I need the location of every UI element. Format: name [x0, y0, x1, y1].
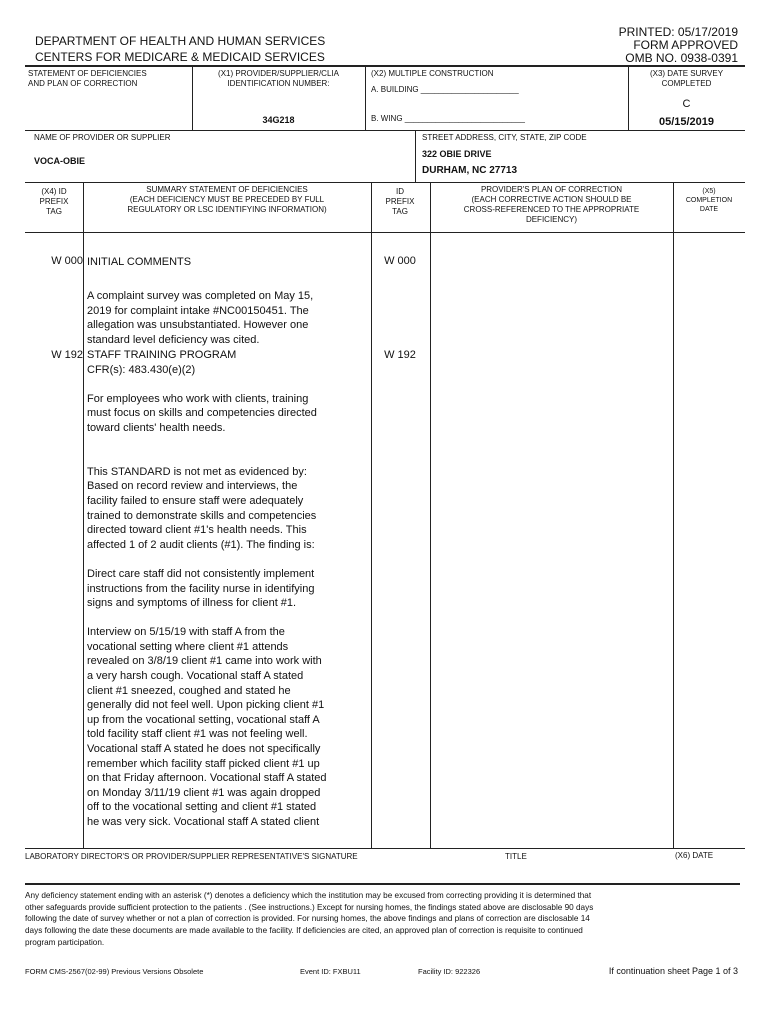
form-approved: FORM APPROVED: [633, 38, 738, 52]
text-line: a very harsh cough. Vocational staff A stated: [87, 670, 304, 683]
rule: [25, 65, 745, 67]
summary-label-2: (EACH DEFICIENCY MUST BE PRECEDED BY FULL: [129, 195, 325, 204]
text-line: A complaint survey was completed on May 15,: [87, 290, 314, 302]
provider-name: VOCA-OBIE: [34, 156, 86, 166]
form-id: FORM CMS-2567(02-99) Previous Versions Obsolete: [25, 967, 204, 976]
rule: [25, 848, 745, 849]
plan-label-3: CROSS-REFERENCED TO THE APPROPRIATE: [463, 205, 640, 214]
provider-name-label: NAME OF PROVIDER OR SUPPLIER: [34, 133, 171, 142]
x3-label-1: (X3) DATE SURVEY: [649, 69, 724, 78]
building-label: A. BUILDING ______________________: [371, 85, 519, 94]
paragraph-2: [87, 465, 369, 553]
rule: [25, 130, 745, 131]
x5-label-1: (X5): [702, 188, 716, 195]
w192-title: STAFF TRAINING PROGRAM: [87, 349, 237, 361]
x2-label: (X2) MULTIPLE CONSTRUCTION: [371, 69, 494, 78]
id-label-1: ID: [396, 187, 404, 196]
text-line: instructions from the facility nurse in identifying: [87, 582, 315, 595]
text-line: directed toward client #1's health needs. This: [87, 524, 307, 537]
text-line: other safeguards provide sufficient protection to the patients . (See instructions.) Except for nursing homes, the findings stated above are disclosable 90 days: [25, 902, 594, 912]
x4-label-1: (X4) ID: [41, 187, 67, 196]
text-line: on that Friday afternoon. Vocational staff A stated: [87, 772, 327, 785]
text-line: trained to demonstrate skills and competencies: [87, 509, 317, 522]
x4-label-3: TAG: [46, 207, 62, 216]
text-line: facility failed to ensure staff were adequately: [87, 494, 304, 507]
x5-label-2: COMPLETION: [685, 197, 733, 204]
id-label-3: TAG: [392, 207, 408, 216]
statement-label-1: STATEMENT OF DEFICIENCIES: [28, 69, 147, 78]
printed-date: PRINTED: 05/17/2019: [618, 25, 738, 39]
x1-label-1: (X1) PROVIDER/SUPPLIER/CLIA: [218, 69, 339, 78]
x6-date-label: (X6) DATE: [675, 851, 714, 860]
text-line: Interview on 5/15/19 with staff A from the: [87, 626, 285, 639]
text-line: generally did not feel well. Upon picking client #1: [87, 699, 325, 712]
rule: [371, 182, 372, 848]
w192-cfr: CFR(s): 483.430(e)(2): [87, 363, 196, 376]
text-line: up from the vocational setting, vocational staff A: [87, 713, 320, 726]
text-line: client #1 sneezed, coughed and stated he: [87, 684, 291, 697]
text-line: told facility staff client #1 was not feeling well.: [87, 728, 308, 741]
paragraph-4: [87, 625, 369, 829]
facility-id: Facility ID: 922326: [418, 967, 481, 976]
text-line: must focus on skills and competencies directed: [87, 407, 317, 420]
department-line-1: DEPARTMENT OF HEALTH AND HUMAN SERVICES: [35, 34, 326, 48]
plan-label-2: (EACH CORRECTIVE ACTION SHOULD BE: [471, 195, 632, 204]
survey-code: C: [682, 98, 691, 110]
text-line: For employees who work with clients, training: [87, 392, 309, 405]
w000-prefix-tag: W 000: [51, 255, 83, 267]
address-line-2: DURHAM, NC 27713: [422, 165, 518, 176]
plan-label-4: DEFICIENCY): [525, 215, 578, 224]
text-line: vocational setting where client #1 attends: [87, 640, 289, 653]
w000-paragraph: [87, 289, 369, 347]
text-line: program participation.: [25, 937, 105, 947]
text-line: off to the vocational setting and client #1 stated: [87, 801, 317, 814]
x1-label-2: IDENTIFICATION NUMBER:: [227, 79, 330, 88]
omb-number: OMB NO. 0938-0391: [625, 51, 738, 65]
text-line: toward clients' health needs.: [87, 421, 226, 434]
paragraph-1: [87, 392, 369, 436]
address-line-1: 322 OBIE DRIVE: [422, 149, 492, 159]
summary-label-3: REGULATORY OR LSC IDENTIFYING INFORMATION): [127, 205, 327, 214]
x4-label-2: PREFIX: [39, 197, 69, 206]
text-line: Any deficiency statement ending with an asterisk (*) denotes a deficiency which the institution may be excused from correcting providing it is determined that: [25, 891, 592, 900]
text-line: Direct care staff did not consistently implement: [87, 567, 315, 580]
text-line: following the date of survey whether or not a plan of correction is provided. For nursing homes, the above findings and plans of correction are disclosable 14: [25, 914, 590, 924]
continuation-sheet-page: If continuation sheet Page 1 of 3: [608, 966, 738, 976]
wing-label: B. WING ___________________________: [371, 114, 525, 123]
text-line: This STANDARD is not met as evidenced by:: [87, 465, 307, 478]
text-line: days following the date these documents are made available to the facility. If deficiencies are cited, an approved plan of correction is requisite to continued: [25, 926, 583, 936]
survey-completed-date: 05/15/2019: [658, 116, 715, 128]
summary-label-1: SUMMARY STATEMENT OF DEFICIENCIES: [146, 185, 308, 194]
rule: [25, 883, 740, 885]
statement-label-2: AND PLAN OF CORRECTION: [28, 79, 138, 88]
text-line: Vocational staff A stated he does not specifically: [87, 743, 321, 756]
paragraph-3: [87, 567, 369, 611]
title-label: TITLE: [505, 852, 527, 861]
text-line: he was very sick. Vocational staff A stated client: [87, 816, 320, 828]
text-line: affected 1 of 2 audit clients (#1). The finding is:: [87, 538, 315, 551]
text-line: signs and symptoms of illness for client #1.: [87, 597, 297, 610]
x5-label-3: DATE: [699, 206, 719, 213]
rule: [83, 182, 84, 848]
text-line: standard level deficiency was cited.: [87, 333, 260, 346]
w192-id-tag: W 192: [384, 349, 416, 361]
w000-id-tag: W 000: [384, 255, 416, 267]
id-label-2: PREFIX: [385, 197, 415, 206]
rule: [415, 130, 416, 182]
department-line-2: CENTERS FOR MEDICARE & MEDICAID SERVICES: [35, 50, 325, 64]
text-line: Based on record review and interviews, the: [87, 480, 298, 493]
text-line: allegation was unsubstantiated. However one: [87, 319, 309, 332]
w192-prefix-tag: W 192: [51, 349, 83, 361]
x3-label-2: COMPLETED: [661, 79, 712, 88]
disclaimer: [25, 890, 740, 949]
rule: [25, 232, 745, 233]
event-id: Event ID: FXBU11: [300, 967, 361, 976]
text-line: revealed on 3/8/19 client #1 came into work with: [87, 655, 322, 668]
rule: [673, 182, 674, 848]
w192-body: [87, 348, 369, 844]
lab-director-signature-label: LABORATORY DIRECTOR'S OR PROVIDER/SUPPLIER REPRESENTATIVE'S SIGNATURE: [25, 852, 358, 861]
plan-label-1: PROVIDER'S PLAN OF CORRECTION: [480, 185, 623, 194]
rule: [365, 66, 366, 130]
address-label: STREET ADDRESS, CITY, STATE, ZIP CODE: [422, 133, 587, 142]
rule: [430, 182, 431, 848]
w000-title: INITIAL COMMENTS: [87, 256, 192, 268]
provider-id-number: 34G218: [262, 115, 295, 125]
text-line: on Monday 3/11/19 client #1 was again dropped: [87, 786, 321, 799]
text-line: 2019 for complaint intake #NC00150451. The: [87, 304, 309, 317]
rule: [25, 182, 745, 183]
text-line: remember which facility staff picked client #1 up: [87, 757, 320, 770]
